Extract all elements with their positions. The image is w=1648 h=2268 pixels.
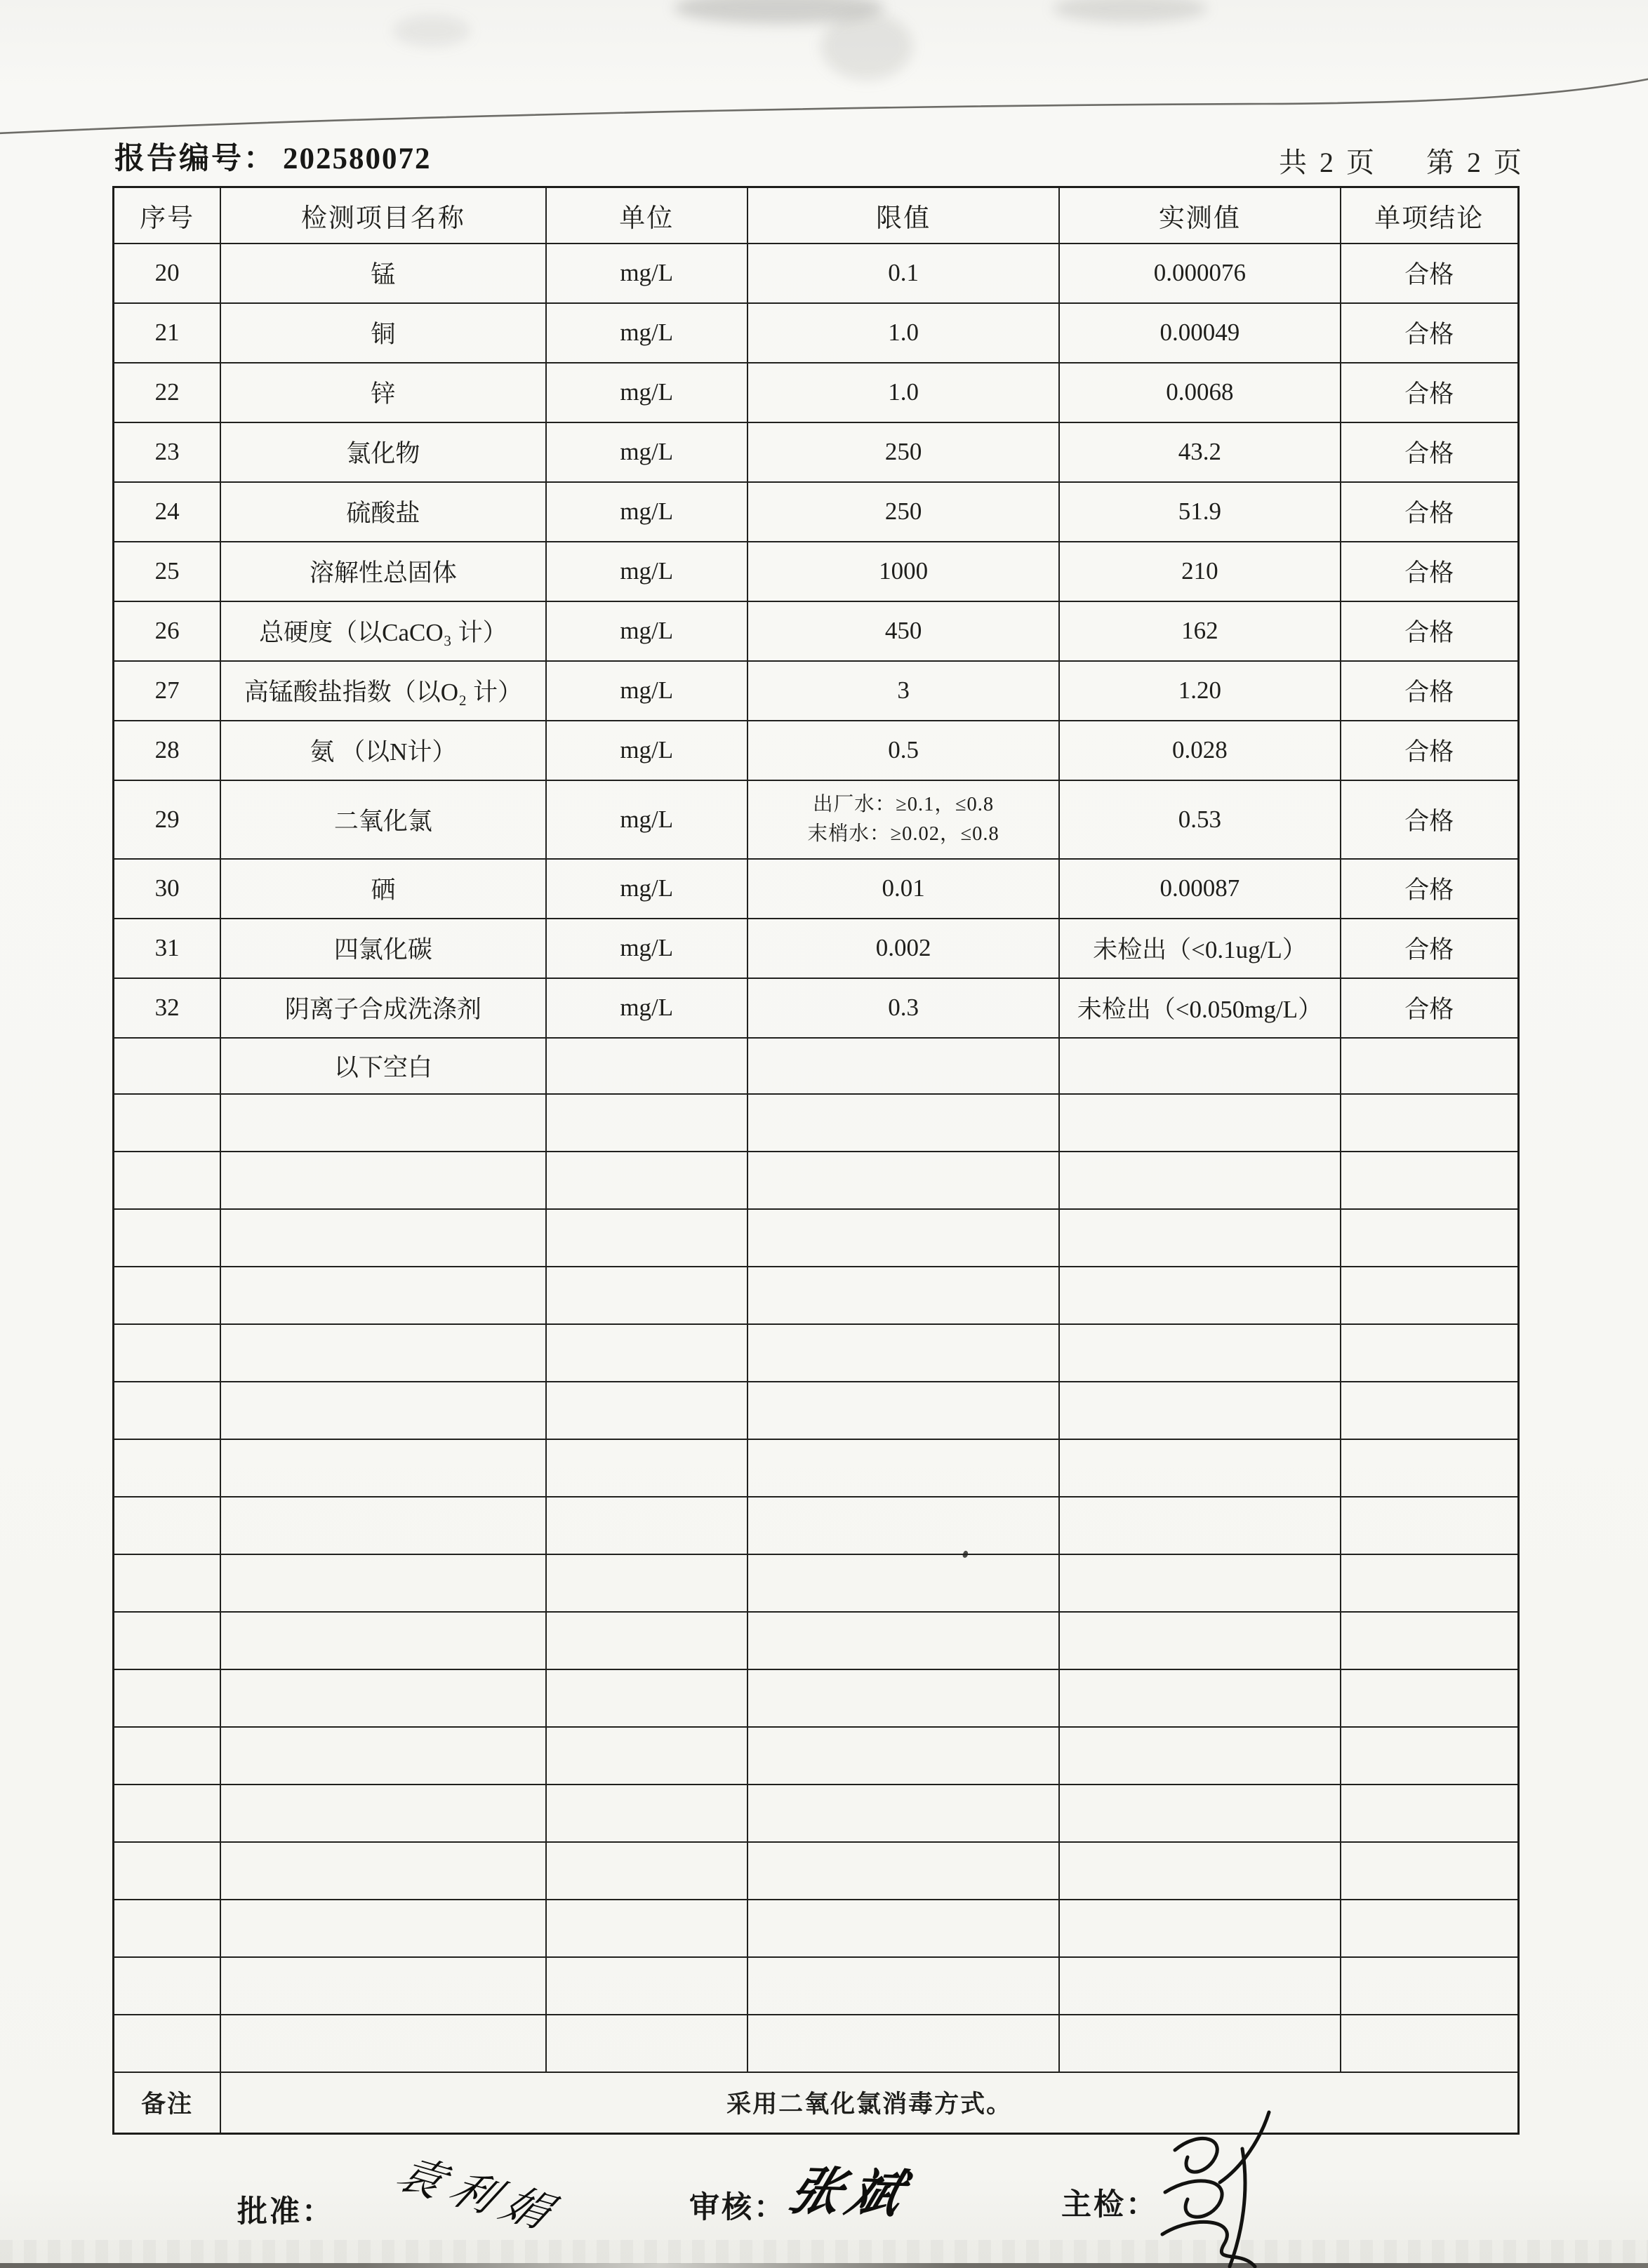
cell-seq: 20 [114, 244, 221, 303]
page-fold-line [0, 0, 1648, 154]
empty-cell [747, 1209, 1059, 1267]
cell-result: 合格 [1341, 978, 1519, 1038]
empty-cell [747, 1382, 1059, 1439]
cell-limit: 0.5 [747, 721, 1059, 780]
cell-item: 溶解性总固体 [220, 542, 545, 601]
empty-cell [546, 1669, 747, 1727]
empty-cell [546, 1152, 747, 1209]
cell-item: 氯化物 [220, 422, 545, 482]
empty-cell [114, 1785, 221, 1842]
cell-unit: mg/L [546, 721, 747, 780]
cell-unit: mg/L [546, 601, 747, 661]
scan-smudge [393, 15, 470, 46]
empty-row [114, 1554, 1519, 1612]
cell-seq: 32 [114, 978, 221, 1038]
empty-cell [1059, 1900, 1340, 1957]
result-row [114, 721, 1519, 780]
result-row [114, 919, 1519, 978]
empty-cell [220, 1957, 545, 2015]
empty-cell [1059, 1267, 1340, 1324]
empty-cell [220, 1267, 545, 1324]
blank-note-row [114, 1038, 1519, 1094]
empty-row [114, 1152, 1519, 1209]
empty-row [114, 1497, 1519, 1554]
cell-seq: 29 [114, 780, 221, 859]
cell-seq: 30 [114, 859, 221, 919]
result-row [114, 244, 1519, 303]
empty-cell [220, 1324, 545, 1382]
cell-limit: 1.0 [747, 303, 1059, 363]
empty-cell [220, 1900, 545, 1957]
cell-limit: 3 [747, 661, 1059, 721]
empty-cell [114, 1497, 221, 1554]
empty-cell [1059, 1554, 1340, 1612]
cell-result: 合格 [1341, 661, 1519, 721]
empty-cell [220, 1439, 545, 1497]
cell-limit [747, 1038, 1059, 1094]
scan-smudge [1053, 0, 1207, 22]
approve-label: 批准： [237, 2195, 334, 2229]
cell-limit: 0.1 [747, 244, 1059, 303]
chief-label: 主检： [1061, 2188, 1158, 2222]
cell-limit: 250 [747, 482, 1059, 542]
empty-cell [546, 2015, 747, 2072]
empty-cell [1059, 1497, 1340, 1554]
empty-cell [546, 1497, 747, 1554]
cell-result: 合格 [1341, 244, 1519, 303]
cell-result: 合格 [1341, 919, 1519, 978]
cell-seq: 25 [114, 542, 221, 601]
empty-cell [747, 1094, 1059, 1152]
cell-result: 合格 [1341, 303, 1519, 363]
empty-cell [546, 1612, 747, 1669]
empty-row [114, 1957, 1519, 2015]
empty-cell [114, 1842, 221, 1900]
empty-cell [114, 1382, 221, 1439]
empty-cell [1341, 1669, 1519, 1727]
cell-item: 锰 [220, 244, 545, 303]
cell-item: 氨 （以N计） [220, 721, 545, 780]
cell-measured: 1.20 [1059, 661, 1340, 721]
empty-cell [546, 1439, 747, 1497]
cell-unit: mg/L [546, 661, 747, 721]
empty-row [114, 1439, 1519, 1497]
empty-cell [220, 1209, 545, 1267]
cell-result: 合格 [1341, 542, 1519, 601]
cell-result: 合格 [1341, 721, 1519, 780]
cell-result: 合格 [1341, 601, 1519, 661]
cell-item: 硒 [220, 859, 545, 919]
empty-cell [546, 1957, 747, 2015]
cell-unit: mg/L [546, 422, 747, 482]
empty-cell [220, 1554, 545, 1612]
page-current: 第 2 页 [1426, 147, 1524, 178]
empty-cell [114, 1209, 221, 1267]
remark-row [114, 2072, 1519, 2134]
empty-cell [546, 1382, 747, 1439]
cell-measured: 43.2 [1059, 422, 1340, 482]
cell-item: 硫酸盐 [220, 482, 545, 542]
header-item: 检测项目名称 [220, 187, 545, 244]
cell-measured: 210 [1059, 542, 1340, 601]
empty-cell [1059, 1439, 1340, 1497]
cell-measured: 0.00049 [1059, 303, 1340, 363]
empty-cell [1341, 1497, 1519, 1554]
empty-cell [747, 1957, 1059, 2015]
empty-cell [1059, 1382, 1340, 1439]
cell-result: 合格 [1341, 363, 1519, 422]
cell-seq [114, 1038, 221, 1094]
empty-cell [1059, 1612, 1340, 1669]
cell-limit: 0.3 [747, 978, 1059, 1038]
cell-limit [747, 780, 1059, 859]
cell-seq: 27 [114, 661, 221, 721]
result-row [114, 661, 1519, 721]
empty-cell [114, 1554, 221, 1612]
header-seq: 序号 [114, 187, 221, 244]
empty-cell [114, 1439, 221, 1497]
results-table-body [114, 244, 1519, 2072]
scan-smudge [674, 0, 884, 24]
empty-cell [747, 1785, 1059, 1842]
result-row [114, 601, 1519, 661]
empty-row [114, 1727, 1519, 1785]
cell-unit: mg/L [546, 244, 747, 303]
cell-unit: mg/L [546, 542, 747, 601]
empty-row [114, 1382, 1519, 1439]
empty-cell [546, 1324, 747, 1382]
result-row [114, 422, 1519, 482]
empty-cell [1059, 1669, 1340, 1727]
empty-cell [747, 1439, 1059, 1497]
empty-cell [747, 1554, 1059, 1612]
empty-row [114, 1785, 1519, 1842]
cell-measured: 未检出（<0.050mg/L） [1059, 978, 1340, 1038]
empty-cell [1341, 1957, 1519, 2015]
cell-item: 总硬度（以CaCO₃ 计） [220, 601, 545, 661]
empty-cell [1341, 1727, 1519, 1785]
cell-limit: 1000 [747, 542, 1059, 601]
approve-signature: 袁利娟 [387, 2151, 570, 2239]
report-number-value: 202580072 [283, 142, 432, 175]
cell-limit: 450 [747, 601, 1059, 661]
cell-limit: 0.002 [747, 919, 1059, 978]
empty-cell [747, 1900, 1059, 1957]
limit-line-1: 出厂水：≥0.1，≤0.8 [813, 794, 995, 816]
cell-unit: mg/L [546, 303, 747, 363]
cell-unit [546, 1038, 747, 1094]
empty-cell [546, 1727, 747, 1785]
cell-result: 合格 [1341, 780, 1519, 859]
empty-cell [220, 1497, 545, 1554]
cell-seq: 26 [114, 601, 221, 661]
result-row [114, 363, 1519, 422]
empty-cell [1059, 1209, 1340, 1267]
test-results-table [112, 186, 1520, 2135]
empty-cell [546, 1209, 747, 1267]
cell-limit: 250 [747, 422, 1059, 482]
cell-seq: 22 [114, 363, 221, 422]
report-number-line [114, 135, 432, 178]
cell-limit: 0.01 [747, 859, 1059, 919]
cell-item: 高锰酸盐指数（以O₂ 计） [220, 661, 545, 721]
empty-cell [220, 1785, 545, 1842]
cell-unit: mg/L [546, 859, 747, 919]
cell-item: 锌 [220, 363, 545, 422]
empty-cell [220, 1152, 545, 1209]
empty-row [114, 1900, 1519, 1957]
cell-seq: 23 [114, 422, 221, 482]
empty-cell [1341, 1900, 1519, 1957]
empty-cell [114, 1957, 221, 2015]
empty-cell [1059, 1152, 1340, 1209]
empty-row [114, 1094, 1519, 1152]
scan-bottom-edge [0, 2263, 1648, 2268]
empty-cell [1341, 1785, 1519, 1842]
cell-result: 合格 [1341, 482, 1519, 542]
cell-seq: 31 [114, 919, 221, 978]
empty-cell [1059, 1324, 1340, 1382]
pages-total: 共 2 页 [1279, 147, 1377, 178]
empty-cell [546, 1554, 747, 1612]
scan-noise-band [0, 2240, 1648, 2264]
empty-cell [1059, 1842, 1340, 1900]
empty-cell [1341, 1554, 1519, 1612]
cell-measured: 未检出（<0.1ug/L） [1059, 919, 1340, 978]
cell-item: 阴离子合成洗涤剂 [220, 978, 545, 1038]
cell-item: 二氧化氯 [220, 780, 545, 859]
cell-item: 以下空白 [220, 1038, 545, 1094]
cell-unit: mg/L [546, 919, 747, 978]
empty-cell [747, 1842, 1059, 1900]
result-row [114, 780, 1519, 859]
limit-line-2: 末梢水：≥0.02，≤0.8 [807, 822, 999, 845]
empty-cell [114, 1267, 221, 1324]
empty-cell [546, 1785, 747, 1842]
empty-cell [220, 1612, 545, 1669]
cell-result: 合格 [1341, 859, 1519, 919]
empty-cell [1341, 1382, 1519, 1439]
cell-unit: mg/L [546, 780, 747, 859]
empty-cell [747, 1669, 1059, 1727]
empty-cell [747, 1612, 1059, 1669]
cell-item: 铜 [220, 303, 545, 363]
empty-cell [114, 1669, 221, 1727]
empty-cell [1341, 1439, 1519, 1497]
empty-cell [114, 1900, 221, 1957]
pagination [1279, 140, 1524, 180]
report-number-label: 报告编号： [114, 142, 276, 175]
empty-cell [1341, 1209, 1519, 1267]
cell-measured: 0.0068 [1059, 363, 1340, 422]
remark-label-cell: 备注 [114, 2072, 221, 2134]
empty-cell [1341, 1842, 1519, 1900]
header-unit: 单位 [546, 187, 747, 244]
empty-cell [546, 1900, 747, 1957]
empty-cell [114, 1324, 221, 1382]
scan-smudge [821, 13, 912, 80]
empty-cell [220, 1382, 545, 1439]
cell-measured: 0.00087 [1059, 859, 1340, 919]
result-row [114, 303, 1519, 363]
result-row [114, 482, 1519, 542]
header-result: 单项结论 [1341, 187, 1519, 244]
remark-text-cell: 采用二氧化氯消毒方式。 [220, 2072, 1518, 2134]
empty-row [114, 1267, 1519, 1324]
cell-measured: 0.53 [1059, 780, 1340, 859]
cell-seq: 21 [114, 303, 221, 363]
cell-measured: 0.000076 [1059, 244, 1340, 303]
cell-result: 合格 [1341, 422, 1519, 482]
empty-cell [747, 1727, 1059, 1785]
cell-measured: 51.9 [1059, 482, 1340, 542]
empty-cell [220, 1094, 545, 1152]
empty-cell [1341, 1324, 1519, 1382]
empty-cell [114, 1152, 221, 1209]
empty-cell [114, 1612, 221, 1669]
cell-measured: 162 [1059, 601, 1340, 661]
cell-result [1341, 1038, 1519, 1094]
empty-cell [747, 1152, 1059, 1209]
result-row [114, 542, 1519, 601]
empty-cell [220, 1669, 545, 1727]
cell-unit: mg/L [546, 978, 747, 1038]
cell-unit: mg/L [546, 363, 747, 422]
empty-row [114, 2015, 1519, 2072]
cell-seq: 28 [114, 721, 221, 780]
empty-cell [1341, 1267, 1519, 1324]
empty-cell [546, 1094, 747, 1152]
empty-cell [1059, 1785, 1340, 1842]
cell-unit: mg/L [546, 482, 747, 542]
empty-cell [546, 1267, 747, 1324]
empty-cell [1059, 1727, 1340, 1785]
empty-cell [114, 1094, 221, 1152]
empty-cell [747, 1267, 1059, 1324]
empty-cell [1059, 1094, 1340, 1152]
empty-cell [1341, 2015, 1519, 2072]
empty-row [114, 1842, 1519, 1900]
empty-row [114, 1209, 1519, 1267]
empty-cell [1341, 1612, 1519, 1669]
review-signature: 张斌 [780, 2163, 917, 2224]
empty-row [114, 1324, 1519, 1382]
empty-cell [546, 1842, 747, 1900]
empty-cell [747, 1497, 1059, 1554]
empty-cell [114, 1727, 221, 1785]
header-measured: 实测值 [1059, 187, 1340, 244]
empty-cell [220, 1727, 545, 1785]
empty-row [114, 1612, 1519, 1669]
review-label: 审核： [689, 2191, 786, 2224]
result-row [114, 859, 1519, 919]
cell-seq: 24 [114, 482, 221, 542]
cell-item: 四氯化碳 [220, 919, 545, 978]
cell-measured: 0.028 [1059, 721, 1340, 780]
empty-row [114, 1669, 1519, 1727]
empty-cell [1059, 2015, 1340, 2072]
header-limit: 限值 [747, 187, 1059, 244]
empty-cell [1341, 1094, 1519, 1152]
cell-measured [1059, 1038, 1340, 1094]
empty-cell [1059, 1957, 1340, 2015]
empty-cell [747, 2015, 1059, 2072]
empty-cell [114, 2015, 221, 2072]
empty-cell [747, 1324, 1059, 1382]
cell-limit: 1.0 [747, 363, 1059, 422]
table-header-row [114, 187, 1519, 244]
empty-cell [220, 2015, 545, 2072]
result-row [114, 978, 1519, 1038]
empty-cell [220, 1842, 545, 1900]
empty-cell [1341, 1152, 1519, 1209]
